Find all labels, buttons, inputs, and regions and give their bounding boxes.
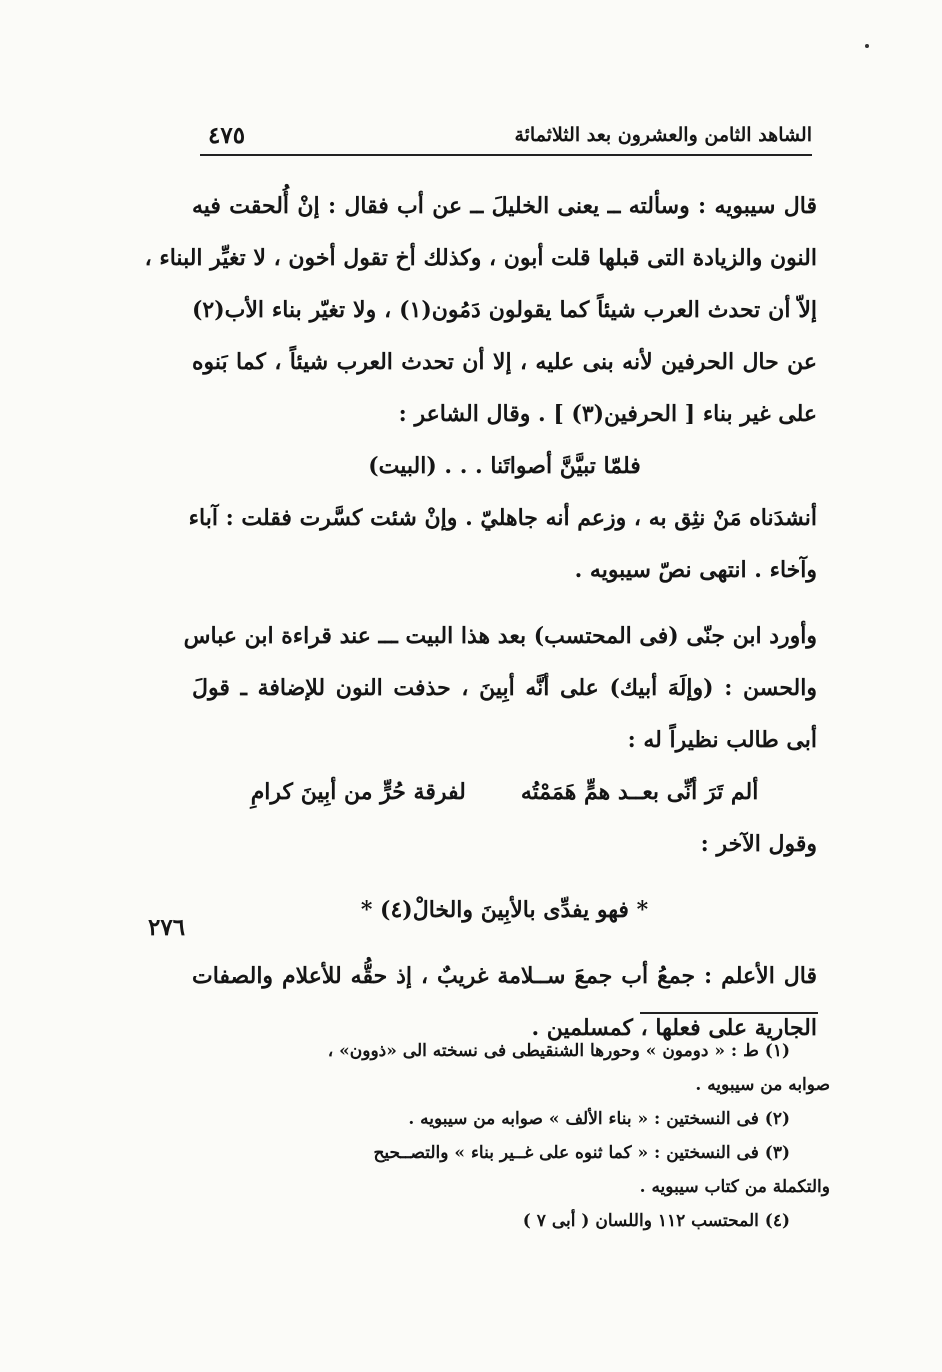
page-number: ٤٧٥	[208, 122, 246, 149]
ink-speck	[865, 44, 869, 48]
text-line: قال سيبويه : وسألته ــ يعنى الخليلَ ــ عن أب فقال : إنْ أُلحقت فيه	[192, 193, 817, 219]
text-line: وأورد ابن جنّى (فى المحتسب) بعد هذا البيت ـــ عند قراءة ابن عباس	[183, 623, 817, 649]
text-line: وقول الآخر :	[700, 831, 817, 857]
spacer	[192, 870, 817, 884]
footnote-line: (٣) فى النسختين : « كما ثنوه على غــير بناء » والتصــحيح	[373, 1143, 790, 1163]
text-line: أنشدَناه مَنْ نثِق به ، وزعم أنه جاهليّ . وإنْ شئت كسَّرت فقلت : آباء	[188, 505, 817, 531]
text-line: على غير بناء [ الحرفين(٣) ] . وقال الشاعر :	[398, 401, 817, 427]
header-divider	[200, 154, 812, 156]
text-line: والحسن : (وإلَهَ أبيك) على أنَّه أبِينَ ، حذفت النون للإضافة ـ قولَ	[192, 675, 817, 701]
spacer	[192, 936, 817, 950]
footnotes	[215, 1034, 830, 1238]
verse-line: * فهو يفدِّى بالأبِينَ والخالْ(٤) *	[360, 897, 649, 923]
text-line: عن حال الحرفين لأنه بنى عليه ، إلا أن تحدث العرب شيئاً ، كما بَنوه	[192, 349, 817, 375]
footnote-line: صوابه من سيبويه .	[695, 1075, 830, 1095]
spacer	[192, 596, 817, 610]
text-line: قال الأعلم : جمعُ أب جمعَ ســلامة غريبٌ ، إذ حقُّه للأعلام والصفات	[192, 963, 817, 989]
footnote-line: (٢) فى النسختين : « بناء الألف » صوابه من سيبويه .	[408, 1109, 790, 1129]
text-line: النون والزيادة التى قبلها قلت أبون ، وكذلك أخ تقول أخون ، لا تغيِّر البناء ،	[144, 245, 817, 271]
margin-witness-number: ٢٧٦	[148, 914, 186, 941]
footnote-line: والتكملة من كتاب سيبويه .	[639, 1177, 830, 1197]
text-line: إلاّ أن تحدث العرب شيئاً كما يقولون دَمُون(١) ، ولا تغيّر بناء الأب(٢)	[192, 297, 817, 323]
running-title: الشاهد الثامن والعشرون بعد الثلاثمائة	[514, 124, 812, 146]
footnote-line: (١) ط : « دومون » وحورها الشنقيطى فى نسخته الى «ذوون» ،	[327, 1041, 790, 1061]
verse-hemistich-second: لفرقة حُرٍّ من أبِينَ كرامِ	[250, 779, 466, 805]
page-header	[200, 118, 812, 154]
verse-couplet	[192, 766, 817, 818]
footnote-divider	[640, 1012, 818, 1014]
verse-line: فلمّا تبيَّنَّ أصواتَنا . . . (البيت)	[368, 453, 641, 479]
verse-hemistich-first: ألم تَرَ أنِّى بعــد همٍّ هَمَمْتُه	[520, 779, 759, 805]
text-line: الجارية على فعلها ، كمسلمين .	[531, 1015, 817, 1041]
footnote-line: (٤) المحتسب ١١٢ واللسان ( أبى ٧ )	[522, 1211, 790, 1231]
text-line: وآخاء . انتهى نصّ سيبويه .	[574, 557, 817, 583]
text-line: أبى طالب نظيراً له :	[627, 727, 817, 753]
